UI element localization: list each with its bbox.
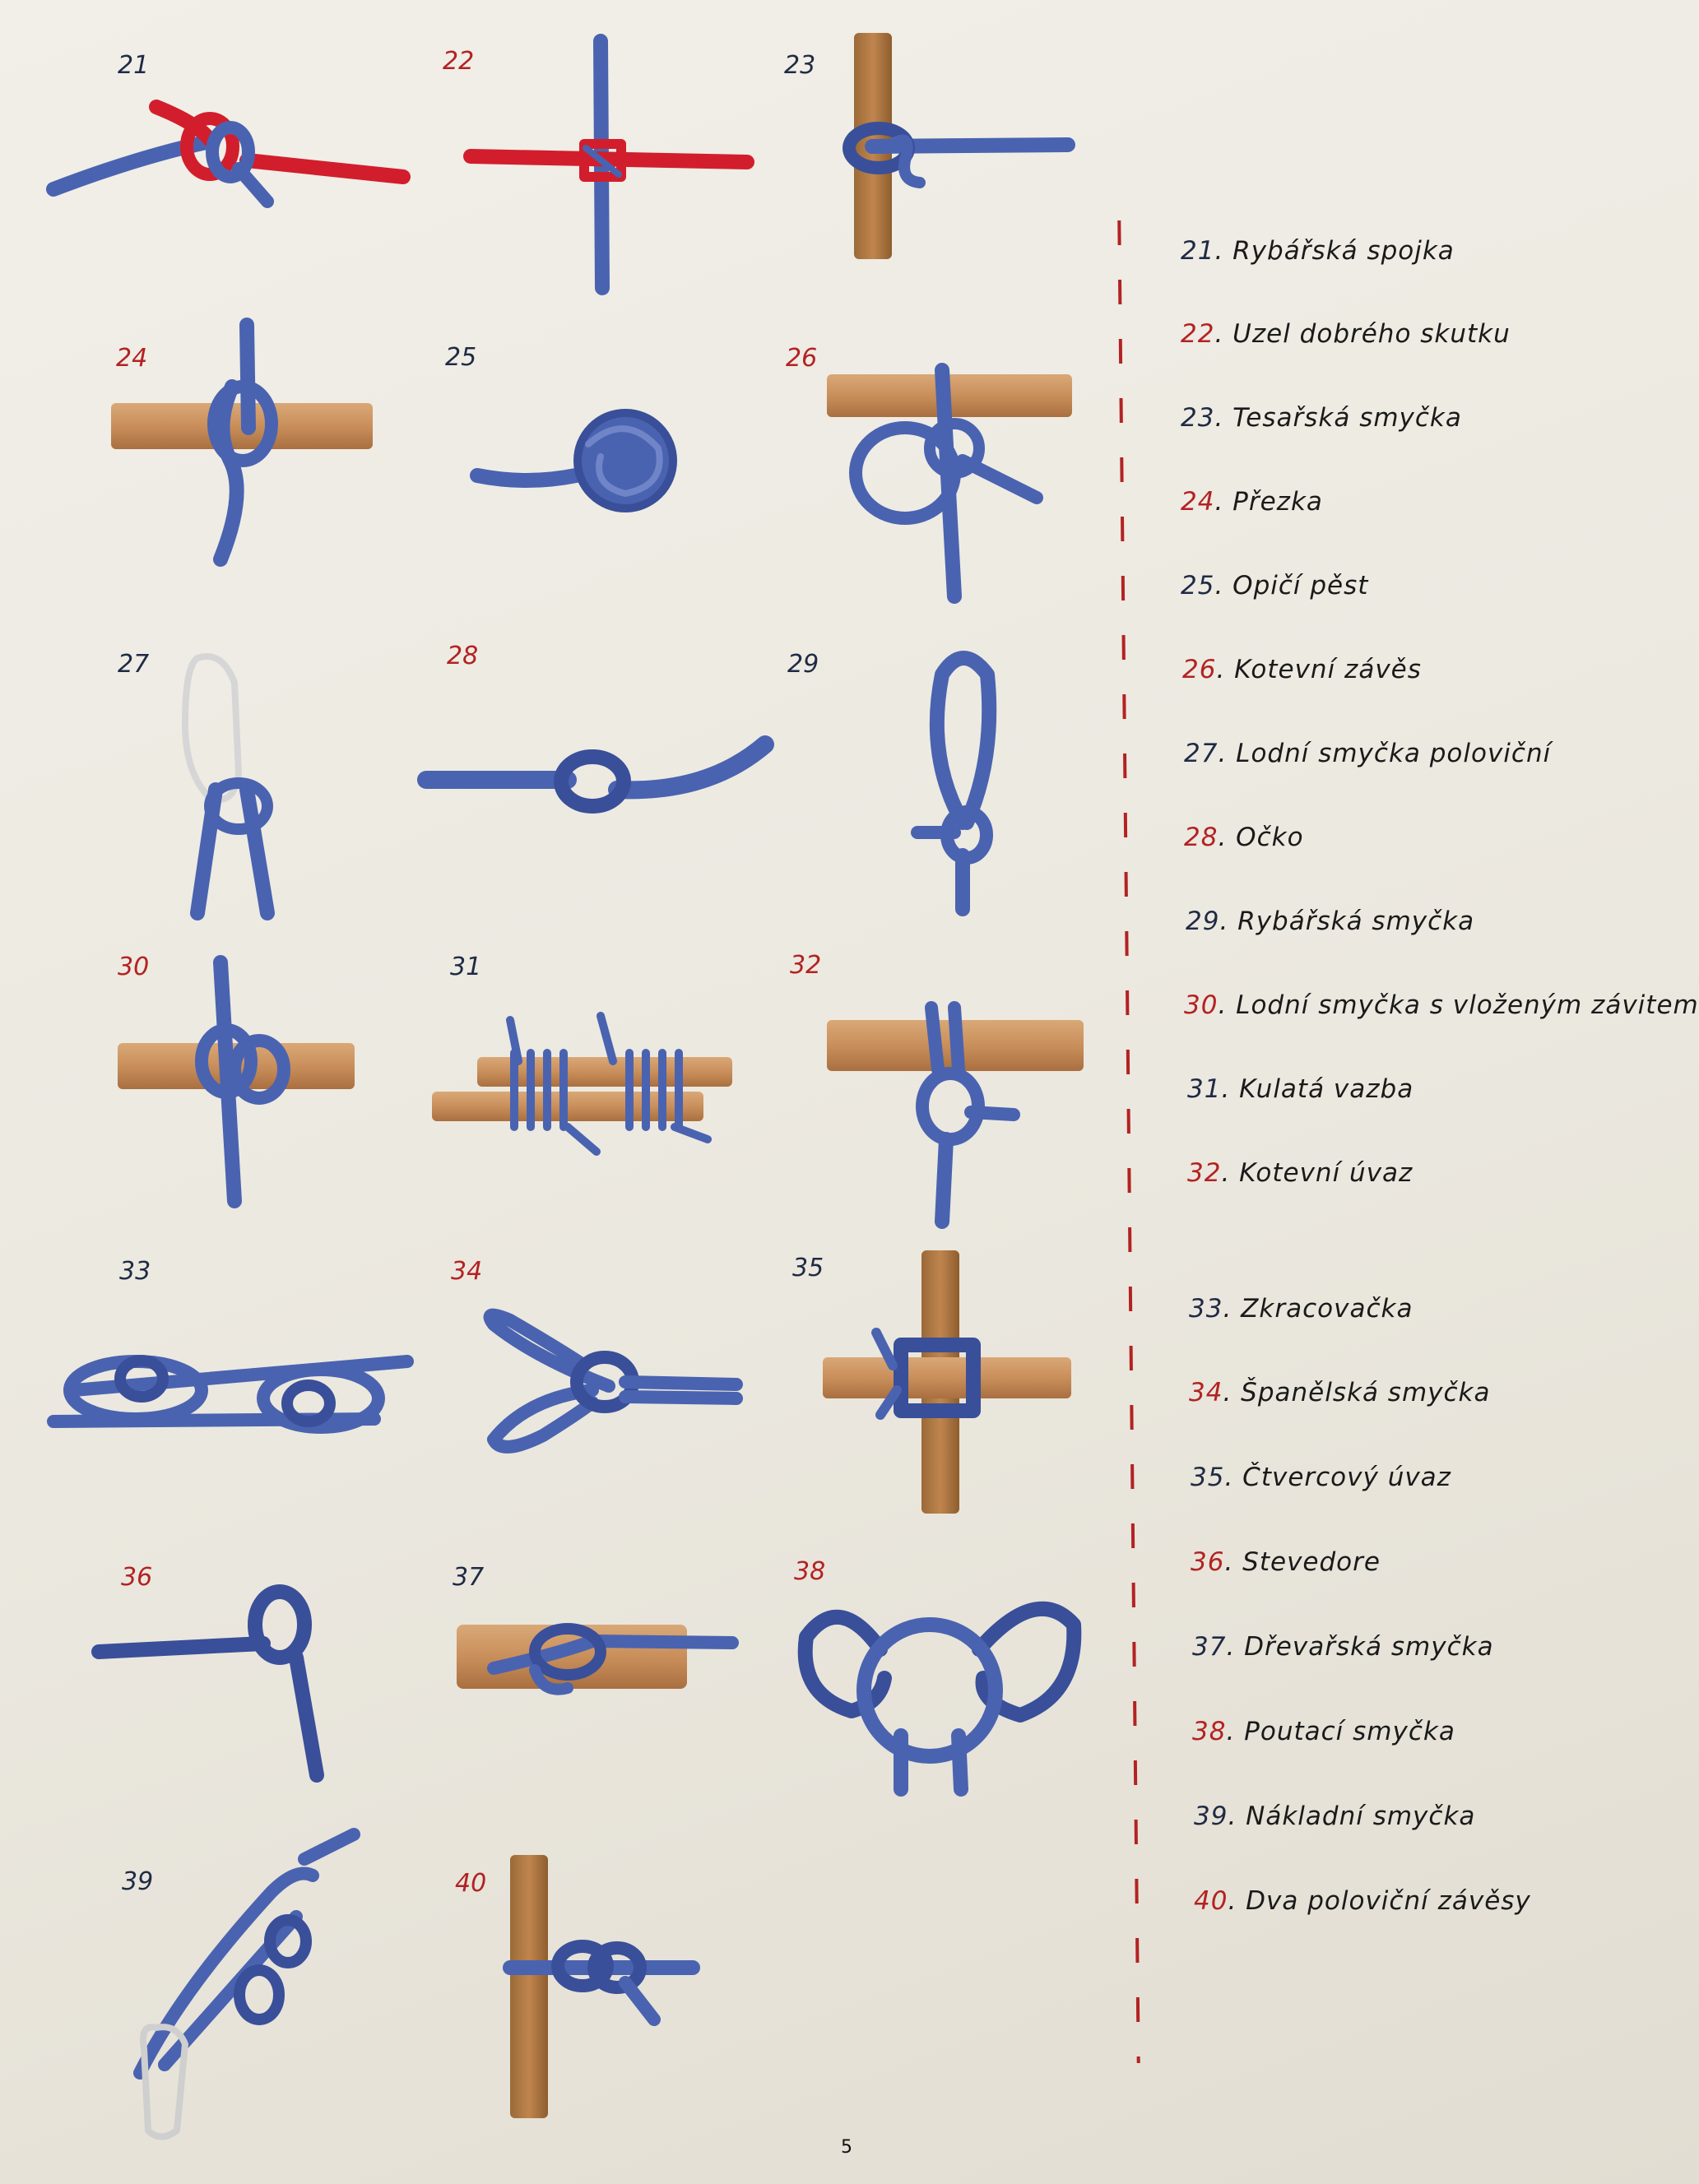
knot-22-illustration — [471, 41, 747, 288]
knot-number-33: 33 — [119, 1257, 151, 1286]
knot-31-illustration — [432, 1016, 732, 1152]
knot-number-21: 21 — [118, 51, 150, 80]
knot-32-illustration — [827, 1008, 1084, 1222]
knot-26-illustration — [827, 370, 1072, 596]
knot-35-illustration — [823, 1250, 1071, 1514]
legend-item-23: 23. Tesařská smyčka — [1181, 403, 1462, 433]
legend-item-27: 27. Lodní smyčka poloviční — [1184, 739, 1552, 768]
page-number: 5 — [841, 2137, 852, 2158]
legend-item-38: 38. Poutací smyčka — [1192, 1717, 1455, 1746]
knot-33-illustration — [53, 1361, 407, 1427]
knot-number-39: 39 — [122, 1867, 154, 1896]
knot-number-36: 36 — [121, 1563, 153, 1592]
knot-21-illustration — [53, 107, 403, 202]
knot-number-27: 27 — [118, 650, 150, 679]
knot-28-illustration — [426, 744, 765, 806]
knot-38-illustration — [805, 1609, 1075, 1789]
legend-item-29: 29. Rybářská smyčka — [1186, 907, 1475, 936]
knot-number-32: 32 — [790, 951, 822, 980]
legend-item-30: 30. Lodní smyčka s vloženým závitem — [1184, 990, 1699, 1020]
legend-item-25: 25. Opičí pěst — [1181, 571, 1369, 600]
knot-number-37: 37 — [453, 1563, 485, 1592]
knot-number-35: 35 — [792, 1254, 824, 1282]
knot-36-illustration — [99, 1592, 317, 1775]
knot-34-illustration — [490, 1315, 737, 1447]
legend-item-37: 37. Dřevařská smyčka — [1192, 1632, 1494, 1662]
knot-30-illustration — [118, 962, 355, 1201]
knot-number-25: 25 — [445, 343, 477, 372]
knot-number-29: 29 — [787, 650, 819, 679]
legend-item-40: 40. Dva poloviční závěsy — [1194, 1886, 1531, 1916]
knot-number-23: 23 — [784, 51, 816, 80]
knot-24-illustration — [111, 325, 373, 559]
knot-number-22: 22 — [443, 47, 475, 76]
knot-number-38: 38 — [794, 1557, 826, 1586]
legend-item-32: 32. Kotevní úvaz — [1187, 1158, 1414, 1188]
knot-number-26: 26 — [786, 344, 818, 373]
legend-item-34: 34. Španělská smyčka — [1189, 1378, 1491, 1407]
knot-number-28: 28 — [447, 642, 479, 670]
knot-number-31: 31 — [450, 953, 482, 981]
knot-number-40: 40 — [455, 1869, 487, 1898]
legend-item-39: 39. Nákladní smyčka — [1194, 1801, 1476, 1831]
knot-number-30: 30 — [118, 953, 150, 981]
legend-item-36: 36. Stevedore — [1191, 1547, 1381, 1577]
legend-item-33: 33. Zkracovačka — [1189, 1294, 1414, 1324]
legend-item-22: 22. Uzel dobrého skutku — [1181, 319, 1511, 349]
legend-item-28: 28. Očko — [1184, 823, 1304, 852]
legend-item-24: 24. Přezka — [1181, 487, 1323, 517]
knot-number-24: 24 — [116, 344, 148, 373]
legend-item-21: 21. Rybářská spojka — [1181, 236, 1455, 266]
knot-number-34: 34 — [451, 1257, 483, 1286]
legend-item-35: 35. Čtvercový úvaz — [1191, 1463, 1451, 1492]
legend-item-31: 31. Kulatá vazba — [1187, 1074, 1414, 1104]
knot-37-illustration — [457, 1625, 732, 1690]
legend-item-26: 26. Kotevní závěs — [1182, 655, 1422, 684]
knot-39-illustration — [140, 1834, 354, 2137]
knot-40-illustration — [510, 1855, 693, 2118]
knot-23-illustration — [849, 33, 1068, 259]
knot-29-illustration — [917, 658, 989, 909]
knot-25-illustration — [477, 413, 673, 508]
knot-27-illustration — [185, 656, 267, 913]
